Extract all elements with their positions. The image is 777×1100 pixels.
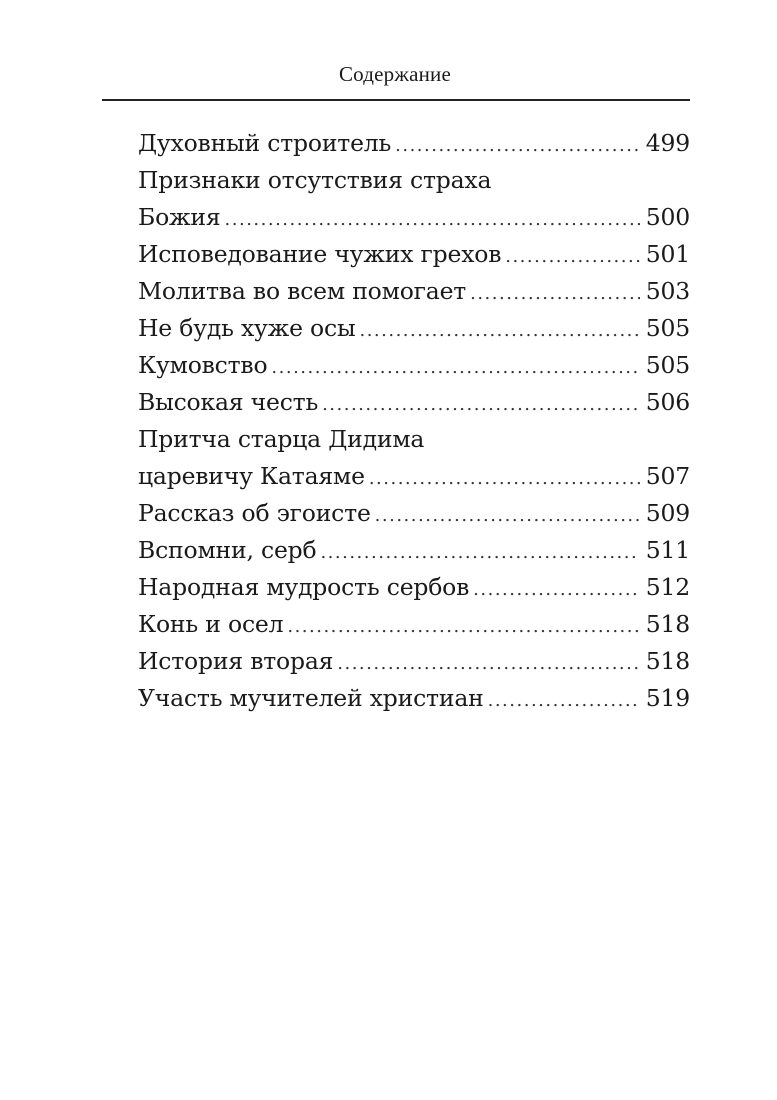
toc-entry	[138, 347, 690, 384]
toc-entry	[138, 643, 690, 680]
toc-entry	[138, 125, 690, 162]
toc-page-number: 506	[645, 388, 690, 416]
toc-entry-title: Вспомни, серб	[138, 536, 317, 564]
toc-page-number: 501	[645, 240, 690, 268]
dot-leader	[505, 238, 640, 275]
toc-entry-title-line2: царевичу Катаяме	[138, 462, 365, 490]
toc-page-number: 518	[645, 610, 690, 638]
toc-entry	[138, 273, 690, 310]
toc-entry	[138, 310, 690, 347]
dot-leader	[359, 312, 639, 349]
dot-leader	[287, 608, 639, 645]
table-of-contents	[138, 125, 690, 717]
toc-page-number: 505	[645, 314, 690, 342]
dot-leader	[395, 127, 640, 164]
dot-leader	[225, 201, 640, 238]
dot-leader	[375, 497, 640, 534]
toc-page-number: 505	[645, 351, 690, 379]
toc-page-number: 507	[645, 462, 690, 490]
running-head: Содержание	[338, 62, 452, 86]
toc-entry	[138, 680, 690, 717]
toc-page-number: 503	[645, 277, 690, 305]
toc-page-number: 500	[645, 203, 690, 231]
toc-entry	[138, 421, 690, 495]
toc-entry-title: Высокая честь	[138, 388, 319, 416]
toc-page-number: 499	[645, 129, 690, 157]
toc-entry-title: Духовный строитель	[138, 129, 392, 157]
toc-entry-title: Рассказ об эгоисте	[138, 499, 371, 527]
toc-entry-title-line1: Признаки отсутствия страха	[138, 166, 492, 194]
dot-leader	[271, 349, 639, 386]
toc-entry-title: Исповедование чужих грехов	[138, 240, 502, 268]
dot-leader	[473, 571, 640, 608]
dot-leader	[488, 682, 640, 719]
toc-entry-title: Молитва во всем помогает	[138, 277, 467, 305]
toc-entry	[138, 569, 690, 606]
toc-page-number: 519	[645, 684, 690, 712]
toc-page-number: 518	[645, 647, 690, 675]
header-rule	[102, 99, 690, 101]
dot-leader	[322, 386, 640, 423]
toc-entry-title: Не будь хуже осы	[138, 314, 356, 342]
dot-leader	[337, 645, 639, 682]
dot-leader	[369, 460, 640, 497]
toc-entry-title: История вторая	[138, 647, 334, 675]
toc-entry	[138, 162, 690, 236]
toc-entry-title: Конь и осел	[138, 610, 284, 638]
toc-entry	[138, 384, 690, 421]
toc-page-number: 512	[645, 573, 690, 601]
toc-entry-title-line2: Божия	[138, 203, 221, 231]
toc-entry	[138, 236, 690, 273]
toc-entry-title: Народная мудрость сербов	[138, 573, 470, 601]
toc-entry-title: Участь мучителей христиан	[138, 684, 484, 712]
dot-leader	[470, 275, 640, 312]
toc-entry	[138, 606, 690, 643]
toc-page-number: 511	[645, 536, 690, 564]
dot-leader	[320, 534, 639, 571]
toc-page-number: 509	[645, 499, 690, 527]
toc-entry	[138, 532, 690, 569]
toc-entry	[138, 495, 690, 532]
toc-entry-title-line1: Притча старца Дидима	[138, 425, 425, 453]
toc-entry-title: Кумовство	[138, 351, 268, 379]
